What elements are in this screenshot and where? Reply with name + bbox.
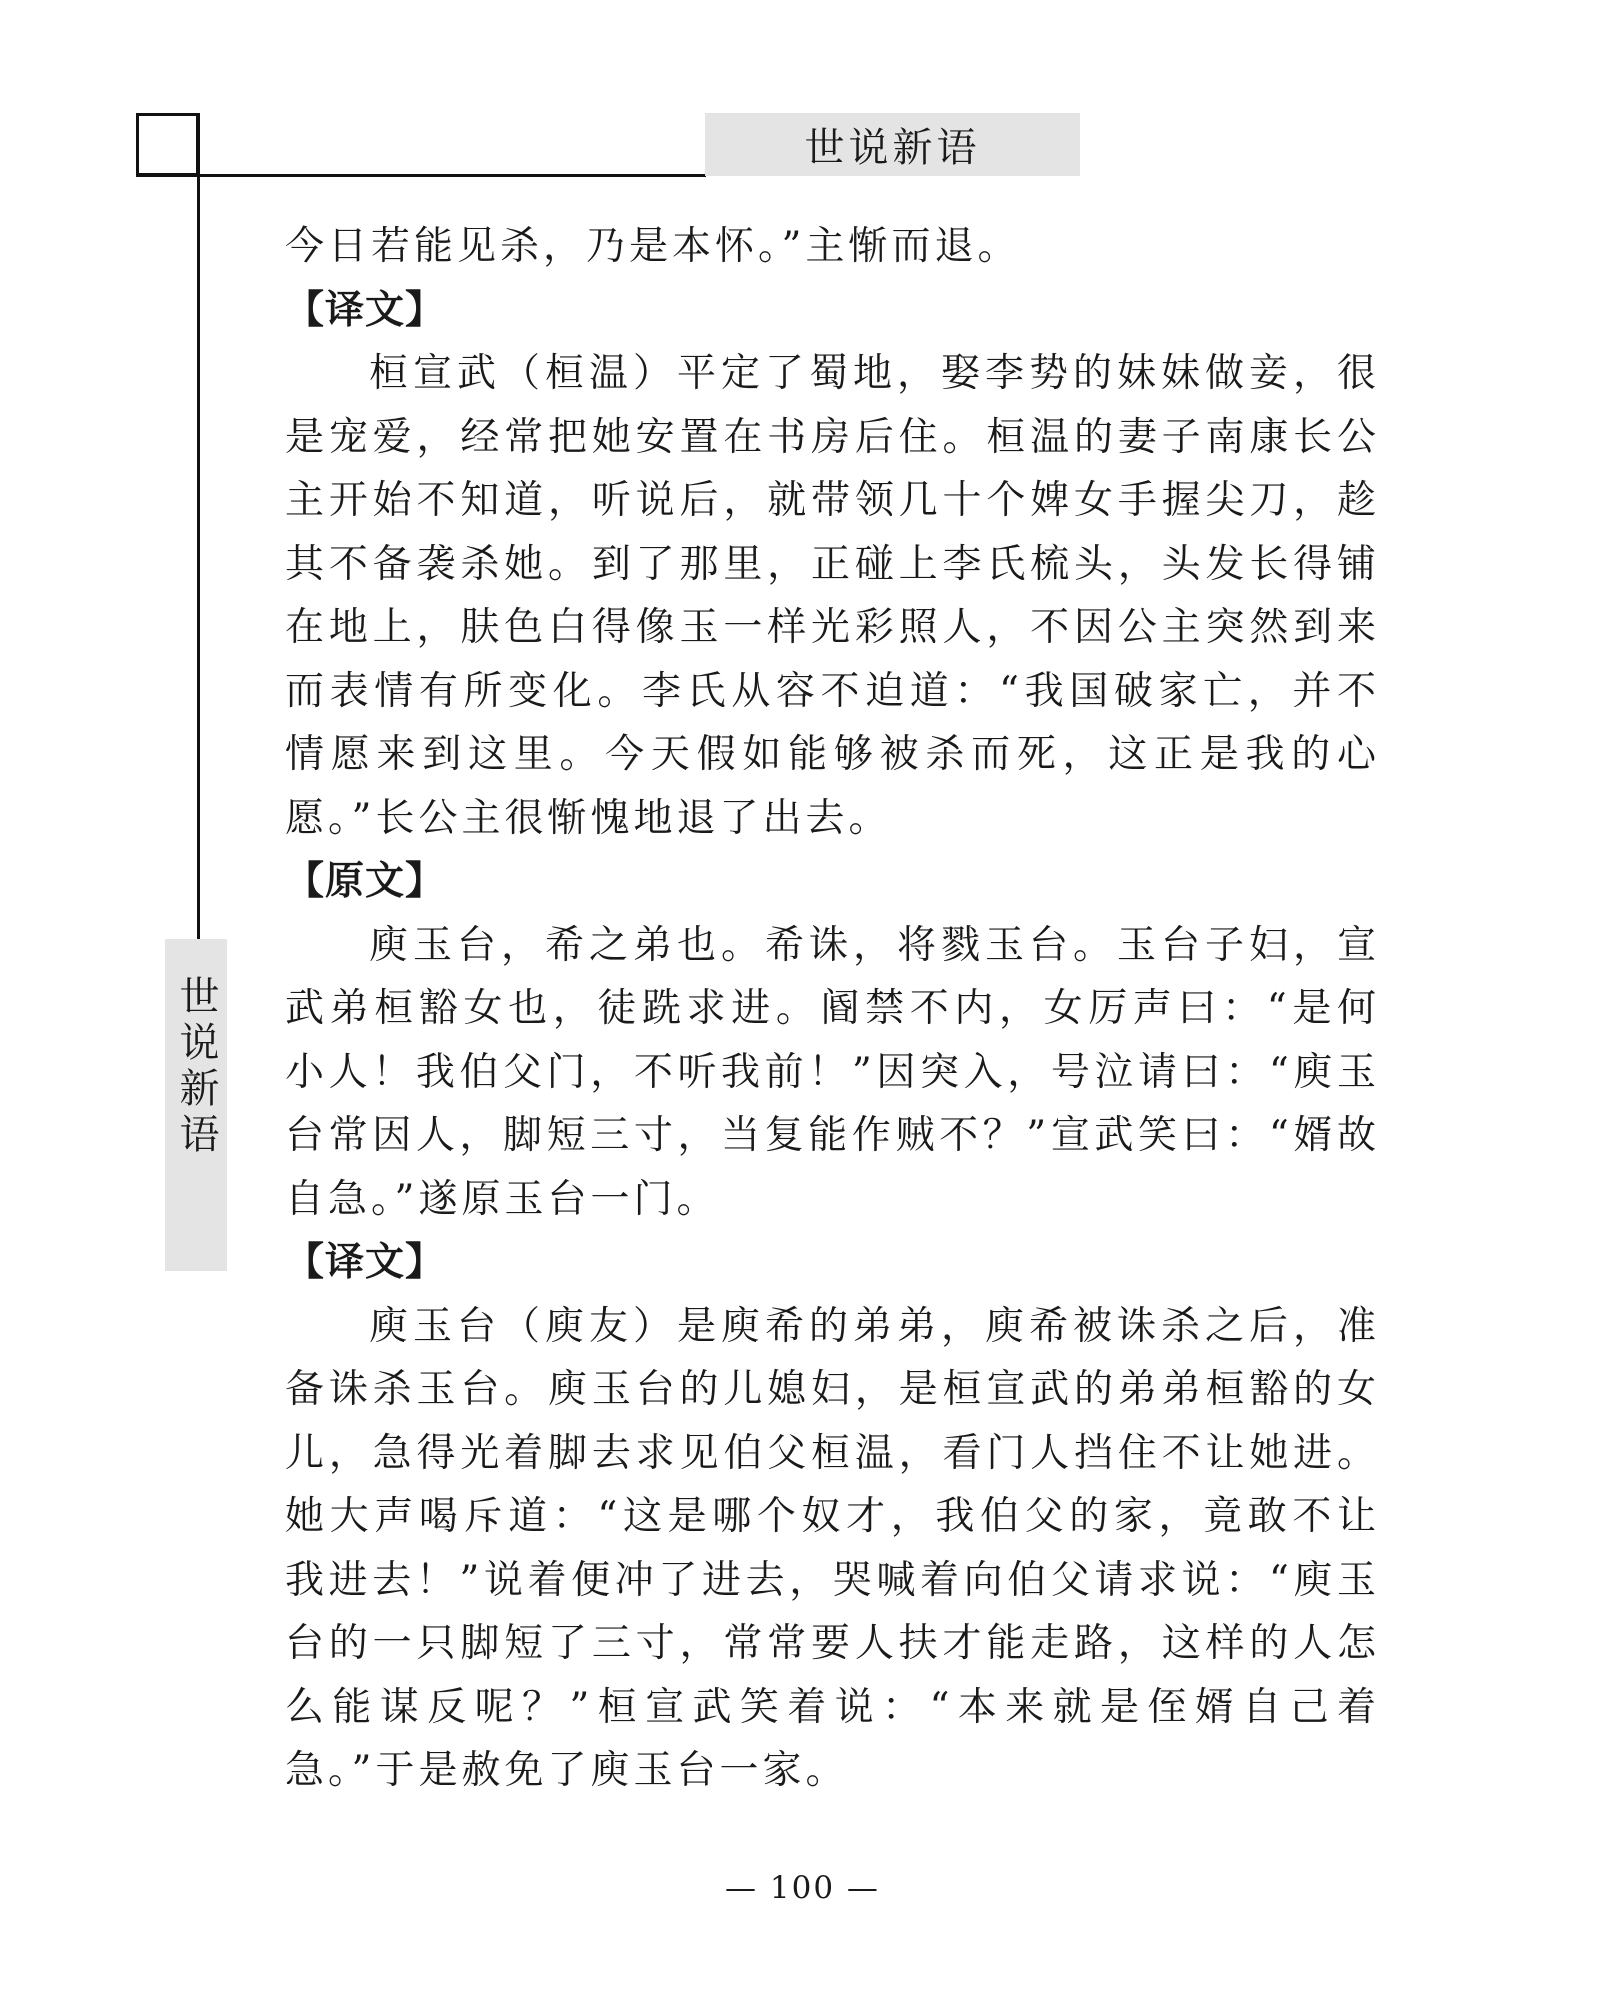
section-heading-translation-1: 【译文】 [285,287,446,333]
side-thumb-tab [165,939,227,1271]
section-heading-original: 【原文】 [285,859,446,904]
header-rule [136,174,706,177]
running-header [705,113,1080,176]
page-number: — 100 — [725,1870,880,1906]
page-body [285,215,1380,1803]
section-heading-translation-2: 【译文】 [285,1240,446,1285]
translation-paragraph-2: 庾玉台（庾友）是庾希的弟弟，庾希被诛杀之后，准备诛杀玉台。庾玉台的儿媳妇，是桓宣武的弟弟桓豁的女儿，急得光着脚去求见伯父桓温，看门人挡住不让她进。她大声喝斥道：“这是哪个奴才，我伯父的家，竟敢不让我进去！”说着便冲了进去，哭喊着向伯父请求说：“庾玉台的一只脚短了三寸，常常要人扶才能走路，这样的人怎么能谋反呢？”桓宣武笑着说：“本来就是侄婿自己着急。”于是赦免了庾玉台一家。 [285,1303,1380,1793]
book-title: 世说新语 [804,125,981,171]
original-paragraph: 庾玉台，希之弟也。希诛，将戮玉台。玉台子妇，宣武弟桓豁女也，徒跣求进。阍禁不内，女厉声曰：“是何小人！我伯父门，不听我前！”因突入，号泣请曰：“庾玉台常因人，脚短三寸，当复能作贼不？”宣武笑曰：“婿故自急。”遂原玉台一门。 [285,922,1380,1222]
side-tab-label: 世说新语 [173,975,219,1159]
margin-rule [197,113,200,943]
corner-frame-box [136,113,199,176]
translation-paragraph-1: 桓宣武（桓温）平定了蜀地，娶李势的妹妹做妾，很是宠爱，经常把她安置在书房后住。桓温的妻子南康长公主开始不知道，听说后，就带领几十个婢女手握尖刀，趁其不备袭杀她。到了那里，正碰上李氏梳头，头发长得铺在地上，肤色白得像玉一样光彩照人，不因公主突然到来而表情有所变化。李氏从容不迫道：“我国破家亡，并不情愿来到这里。今天假如能够被杀而死，这正是我的心愿。”长公主很惭愧地退了出去。 [285,351,1380,841]
continuation-text: 今日若能见杀，乃是本怀。”主惭而退。 [285,224,1021,269]
